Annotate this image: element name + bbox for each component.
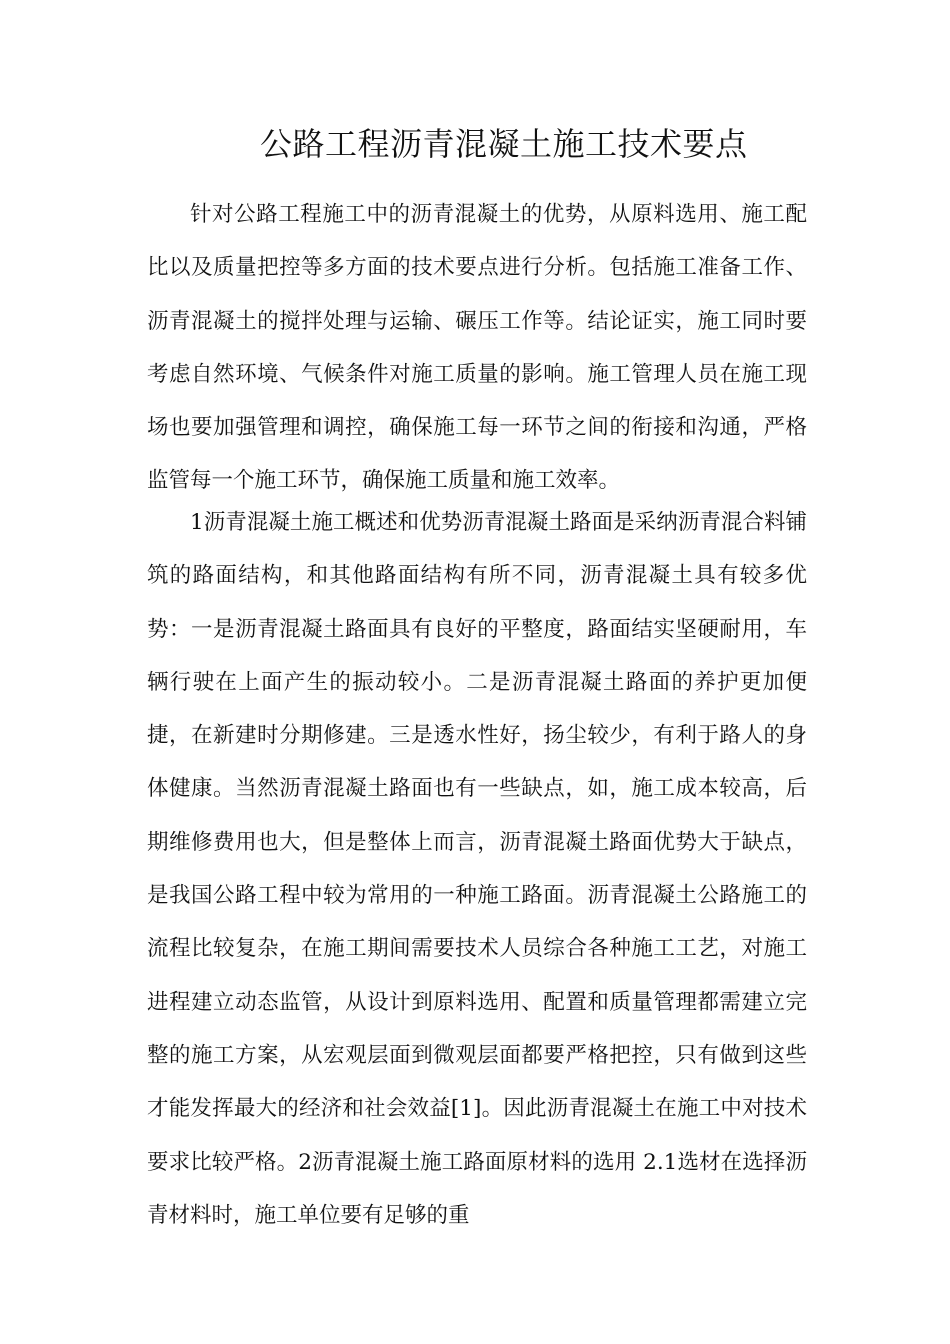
document-title: 公路工程沥青混凝土施工技术要点 bbox=[260, 125, 748, 163]
paragraph-section-1: 1沥青混凝土施工概述和优势沥青混凝土路面是采纳沥青混合料铺筑的路面结构，和其他路面结构有所不同，沥青混凝土具有较多优势：一是沥青混凝土路面具有良好的平整度，路面结实坚硬耐用，车辆行驶在上面产生的振动较小。二是沥青混凝土路面的养护更加便捷，在新建时分期修建。三是透水性好，扬尘较少，有利于路人的身体健康。当然沥青混凝土路面也有一些缺点，如，施工成本较高，后期维修费用也大，但是整体上而言，沥青混凝土路面优势大于缺点，是我国公路工程中较为常用的一种施工路面。沥青混凝土公路施工的流程比较复杂，在施工期间需要技术人员综合各种施工工艺，对施工进程建立动态监管，从设计到原料选用、配置和质量管理都需建立完整的施工方案，从宏观层面到微观层面都要严格把控，只有做到这些才能发挥最大的经济和社会效益[1]。因此沥青混凝土在施工中对技术要求比较严格。2沥青混凝土施工路面原材料的选用 2.1选材在选择沥青材料时，施工单位要有足够的重 bbox=[147, 510, 807, 1228]
paragraph-abstract: 针对公路工程施工中的沥青混凝土的优势，从原料选用、施工配比以及质量把控等多方面的技术要点进行分析。包括施工准备工作、沥青混凝土的搅拌处理与运输、碾压工作等。结论证实，施工同时要考虑自然环境、气候条件对施工质量的影响。施工管理人员在施工现场也要加强管理和调控，确保施工每一环节之间的衔接和沟通，严格监管每一个施工环节，确保施工质量和施工效率。 bbox=[147, 202, 807, 494]
